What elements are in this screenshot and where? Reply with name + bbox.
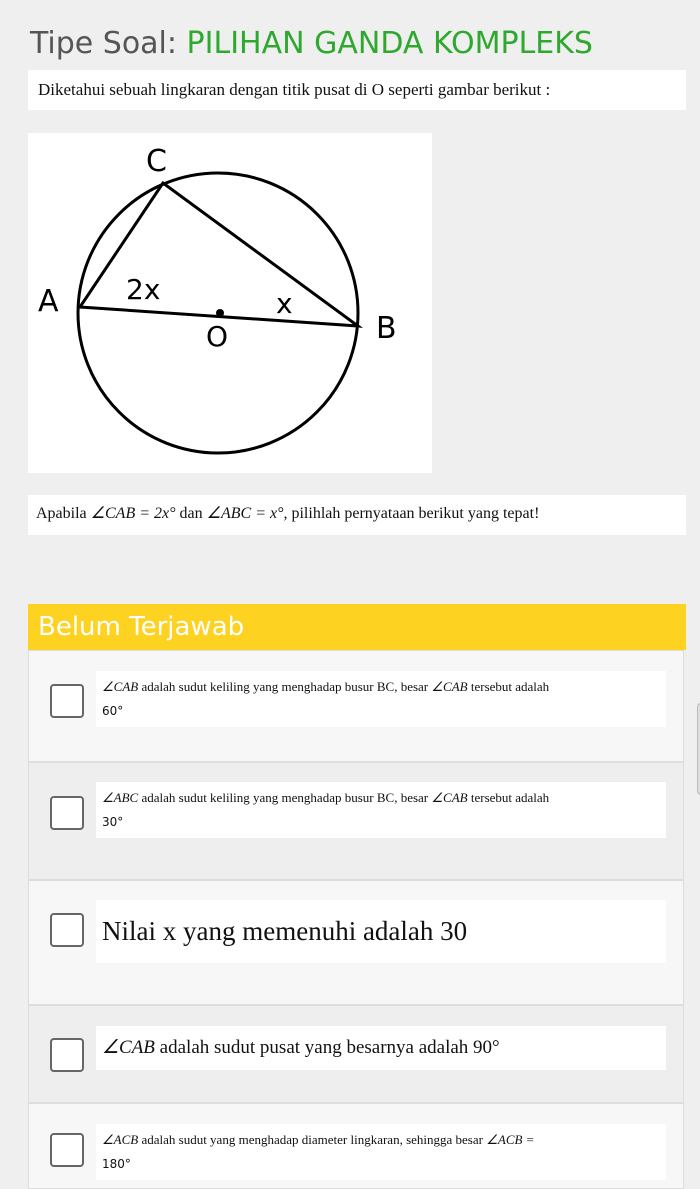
circle-figure <box>28 133 432 473</box>
option-5[interactable]: ∠ACB adalah sudut yang menghadap diameter lingkaran, sehingga besar ∠ACB = 180° <box>28 1103 684 1189</box>
checkbox[interactable] <box>50 684 84 718</box>
option-3[interactable]: Nilai x yang memenuhi adalah 30 <box>28 880 684 1005</box>
triangle <box>80 183 358 326</box>
option-2[interactable]: ∠ABC adalah sudut keliling yang menghadap busur BC, besar ∠CAB tersebut adalah 30° <box>28 762 684 880</box>
label-x: x <box>276 287 293 320</box>
checkbox[interactable] <box>50 796 84 830</box>
option-1[interactable]: ∠CAB adalah sudut keliling yang menghadap busur BC, besar ∠CAB tersebut adalah 60° <box>28 650 684 762</box>
label-2x: 2x <box>126 273 161 306</box>
label-o: O <box>206 320 229 353</box>
question-prompt: Apabila ∠CAB = 2x° dan ∠ABC = x°, pilihlah pernyataan berikut yang tepat! <box>28 495 686 535</box>
checkbox[interactable] <box>50 1038 84 1072</box>
option-4[interactable]: ∠CAB adalah sudut pusat yang besarnya adalah 90° <box>28 1005 684 1103</box>
checkbox[interactable] <box>50 913 84 947</box>
center-point <box>216 309 224 317</box>
label-a: A <box>38 284 59 319</box>
label-b: B <box>376 311 397 346</box>
question-intro: Diketahui sebuah lingkaran dengan titik pusat di O seperti gambar berikut : <box>28 70 686 110</box>
page-title: Tipe Soal: PILIHAN GANDA KOMPLEKS <box>30 26 593 61</box>
label-c: C <box>146 144 167 179</box>
checkbox[interactable] <box>50 1133 84 1167</box>
status-header: Belum Terjawab <box>28 604 686 650</box>
